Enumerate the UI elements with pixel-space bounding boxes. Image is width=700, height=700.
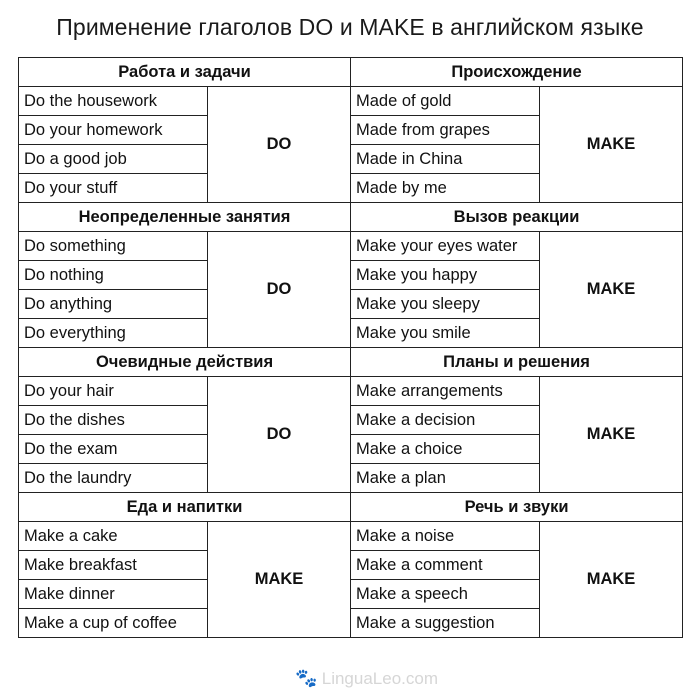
section-header-right: Речь и звуки (351, 493, 683, 522)
phrase-cell: Make a comment (351, 551, 540, 580)
phrase-cell: Made of gold (351, 87, 540, 116)
verb-cell: MAKE (540, 377, 683, 493)
phrase-cell: Do a good job (19, 145, 208, 174)
page-title: Применение глаголов DO и MAKE в английском языке (56, 14, 644, 40)
section-header-row (19, 493, 683, 522)
verbs-table (18, 57, 683, 638)
phrase-cell: Made in China (351, 145, 540, 174)
phrase-cell: Make a noise (351, 522, 540, 551)
phrase-cell: Make a suggestion (351, 609, 540, 638)
phrase-cell: Make a cake (19, 522, 208, 551)
phrase-cell: Make a cup of coffee (19, 609, 208, 638)
phrase-cell: Do your stuff (19, 174, 208, 203)
table-row (19, 522, 683, 551)
phrase-cell: Do your hair (19, 377, 208, 406)
phrase-cell: Make you happy (351, 261, 540, 290)
watermark-text: LinguaLeo.com (321, 668, 438, 688)
phrase-cell: Made from grapes (351, 116, 540, 145)
phrase-cell: Make arrangements (351, 377, 540, 406)
section-header-right: Происхождение (351, 58, 683, 87)
verb-cell: DO (208, 377, 351, 493)
phrase-cell: Do the laundry (19, 464, 208, 493)
section-header-left: Еда и напитки (19, 493, 351, 522)
phrase-cell: Make dinner (19, 580, 208, 609)
paw-icon: 🐾 (295, 668, 318, 688)
table-row (19, 87, 683, 116)
verb-cell: MAKE (208, 522, 351, 638)
phrase-cell: Do the exam (19, 435, 208, 464)
phrase-cell: Do your homework (19, 116, 208, 145)
phrase-cell: Make a choice (351, 435, 540, 464)
section-header-right: Вызов реакции (351, 203, 683, 232)
verb-cell: MAKE (540, 232, 683, 348)
verb-cell: DO (208, 87, 351, 203)
verb-cell: MAKE (540, 87, 683, 203)
phrase-cell: Make a speech (351, 580, 540, 609)
phrase-cell: Make a plan (351, 464, 540, 493)
verb-cell: MAKE (540, 522, 683, 638)
phrase-cell: Make your eyes water (351, 232, 540, 261)
table-row (19, 232, 683, 261)
phrase-cell: Do everything (19, 319, 208, 348)
phrase-cell: Make a decision (351, 406, 540, 435)
section-header-row (19, 348, 683, 377)
table-row (19, 377, 683, 406)
verb-cell: DO (208, 232, 351, 348)
phrase-cell: Do nothing (19, 261, 208, 290)
phrase-cell: Do anything (19, 290, 208, 319)
watermark (295, 668, 438, 689)
section-header-left: Работа и задачи (19, 58, 351, 87)
phrase-cell: Make you smile (351, 319, 540, 348)
section-header-right: Планы и решения (351, 348, 683, 377)
phrase-cell: Do something (19, 232, 208, 261)
section-header-row (19, 203, 683, 232)
phrase-cell: Made by me (351, 174, 540, 203)
section-header-left: Неопределенные занятия (19, 203, 351, 232)
phrase-cell: Do the housework (19, 87, 208, 116)
phrase-cell: Make you sleepy (351, 290, 540, 319)
phrase-cell: Make breakfast (19, 551, 208, 580)
section-header-left: Очевидные действия (19, 348, 351, 377)
phrase-cell: Do the dishes (19, 406, 208, 435)
section-header-row (19, 58, 683, 87)
